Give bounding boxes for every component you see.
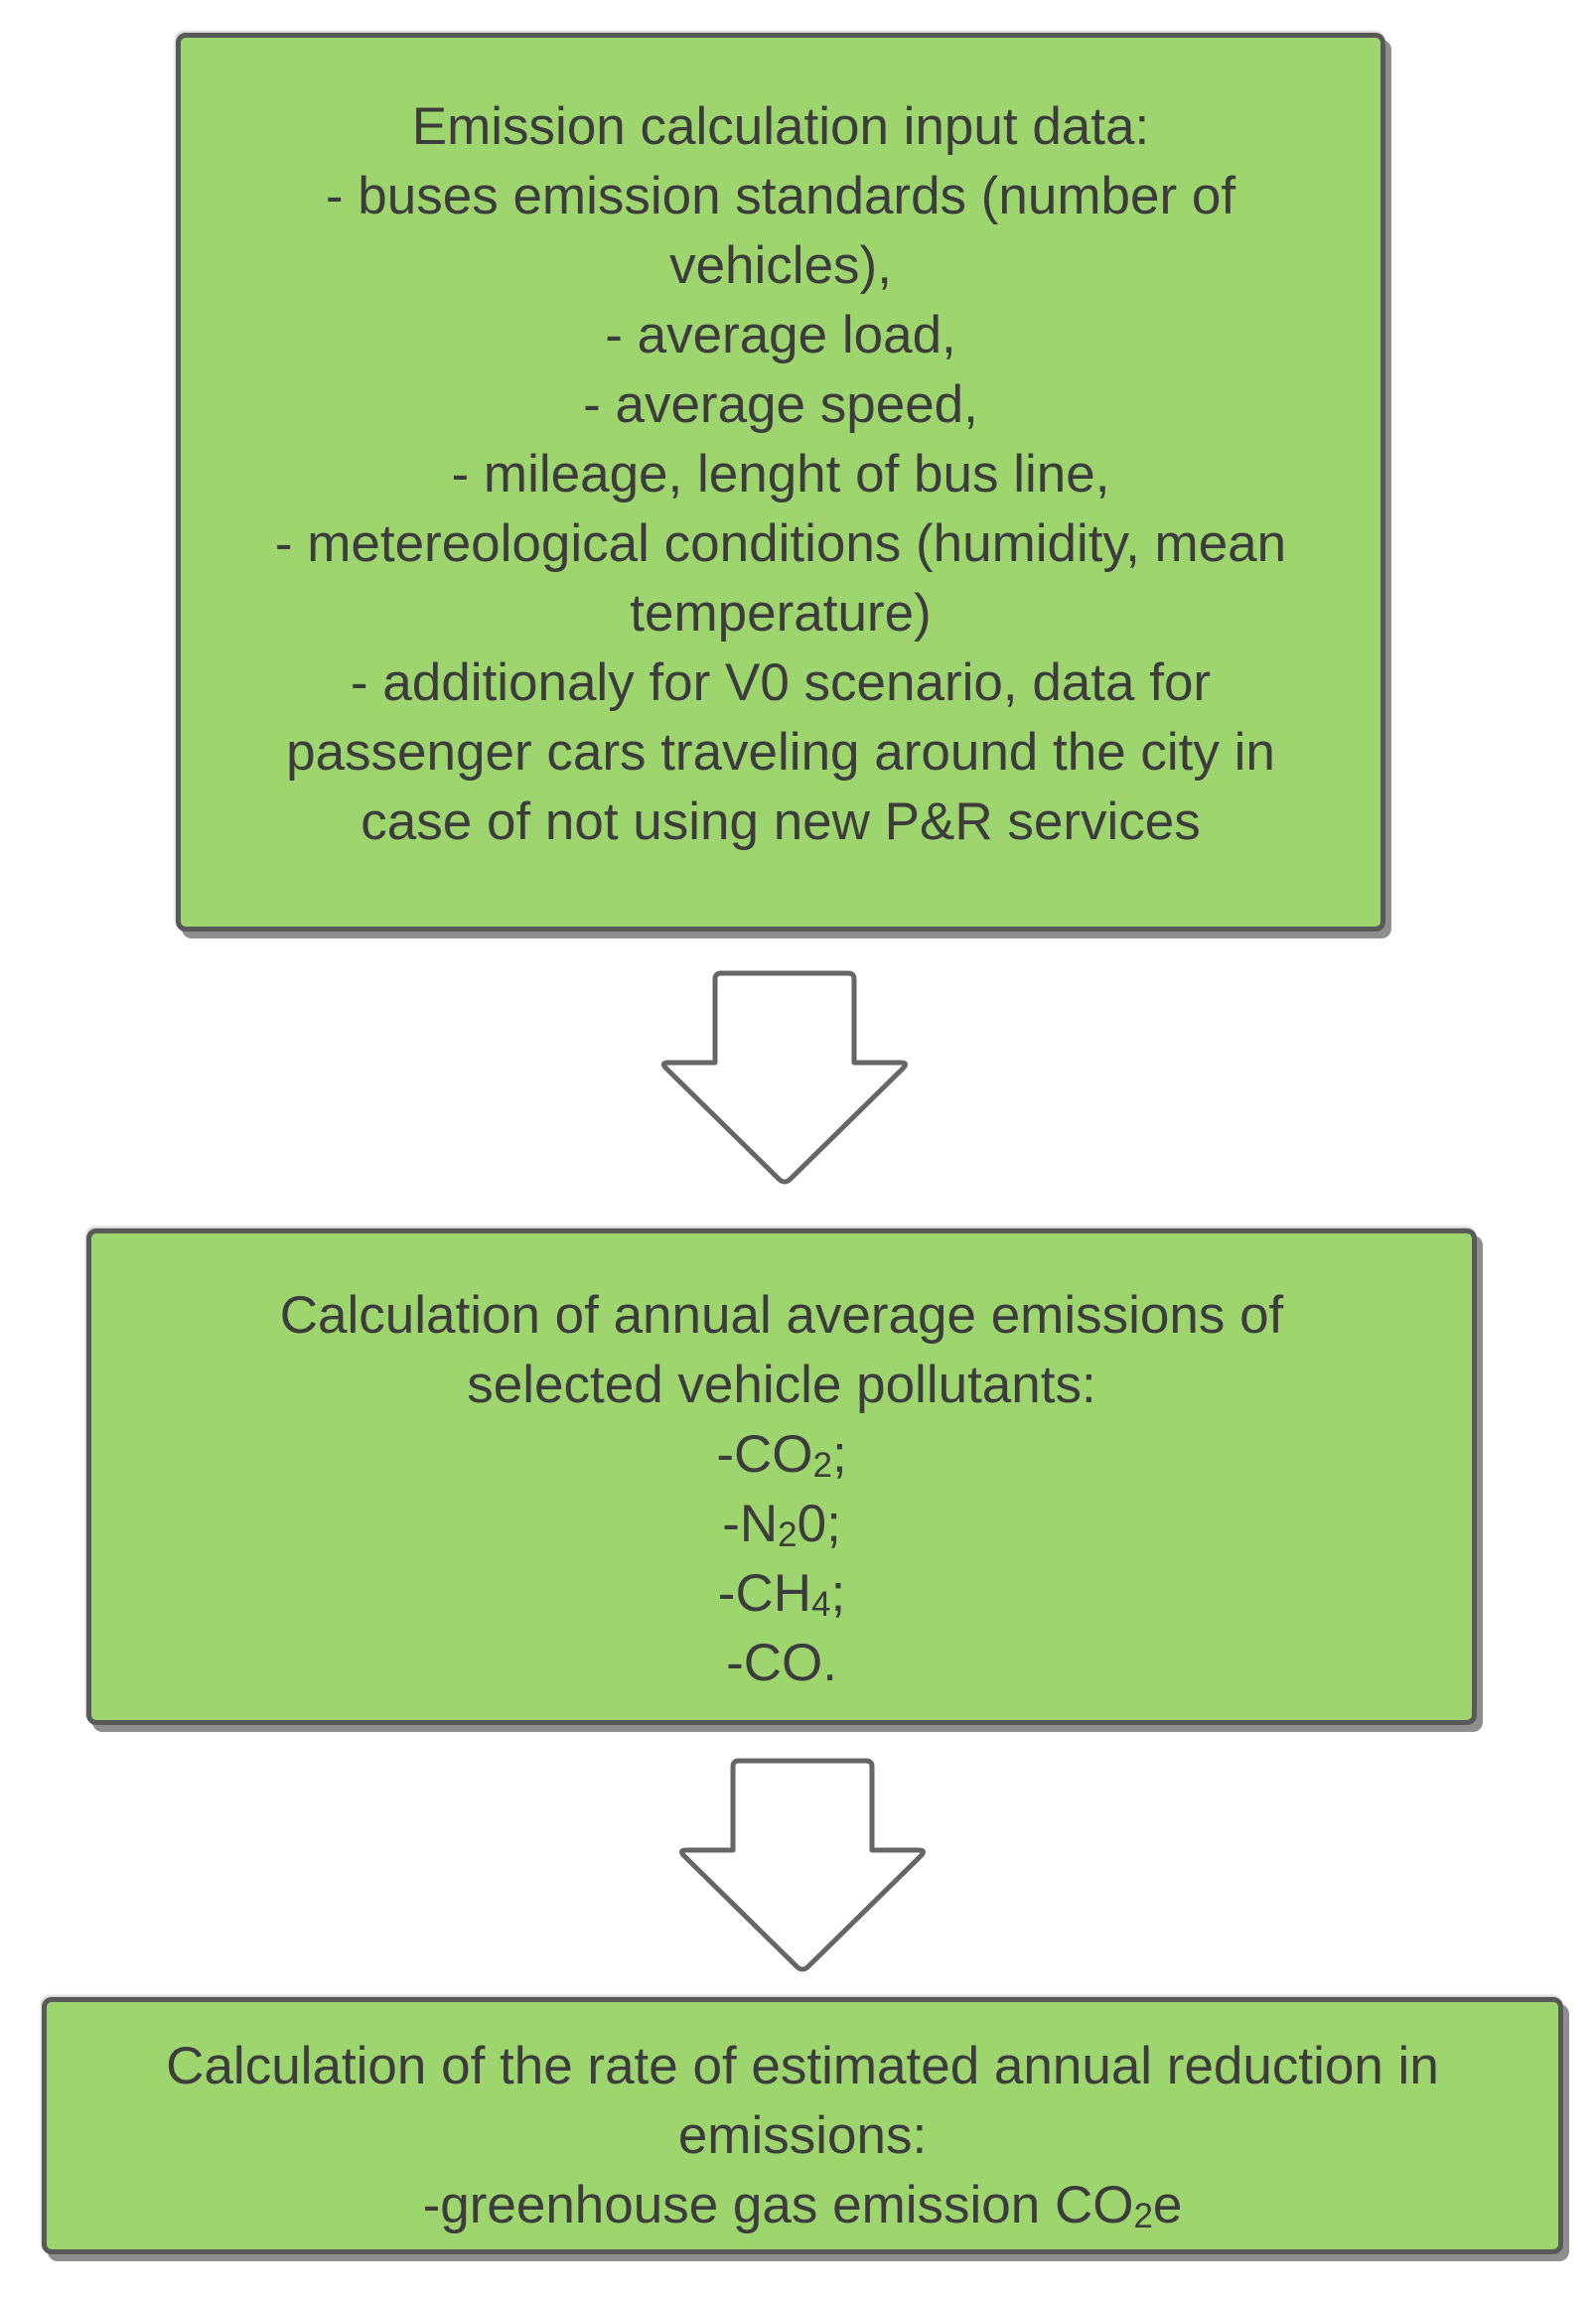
text-line: passenger cars traveling around the city in — [286, 723, 1275, 782]
down-arrow-icon — [655, 970, 914, 1189]
text-line: - additionaly for V0 scenario, data for — [350, 653, 1212, 712]
text-line: - buses emission standards (number of — [325, 167, 1236, 225]
text-line: - metereological conditions (humidity, mean — [274, 514, 1287, 573]
text-line: - mileage, lenght of bus line, — [451, 445, 1110, 503]
text-line: Calculation of the rate of estimated annual reduction in — [166, 2037, 1439, 2095]
flow-box-emission-input-data — [176, 33, 1385, 932]
text-line: -CO. — [726, 1634, 837, 1692]
text-line: - average speed, — [583, 375, 978, 434]
text-line: emissions: — [677, 2106, 928, 2165]
text-line: $-CH_4$; — [717, 1564, 846, 1624]
text-line: Emission calculation input data: — [411, 97, 1150, 156]
flow-box-emission-reduction-rate — [42, 1997, 1563, 2254]
text-line: -greenhouse gas emission $CO_2e$ — [422, 2176, 1183, 2235]
text-line: temperature) — [630, 584, 932, 643]
text-line: - average load, — [605, 306, 956, 364]
text-line: vehicles), — [669, 236, 892, 295]
text-line: $-CO_2$; — [716, 1425, 847, 1485]
text-line: $-N_20$; — [722, 1495, 841, 1554]
flow-box-annual-average-emissions — [86, 1228, 1477, 1725]
text-line: Calculation of annual average emissions of — [279, 1286, 1284, 1345]
text-line: case of not using new P&R services — [361, 792, 1201, 851]
text-line: selected vehicle pollutants: — [467, 1356, 1096, 1414]
down-arrow-icon — [673, 1758, 932, 1976]
